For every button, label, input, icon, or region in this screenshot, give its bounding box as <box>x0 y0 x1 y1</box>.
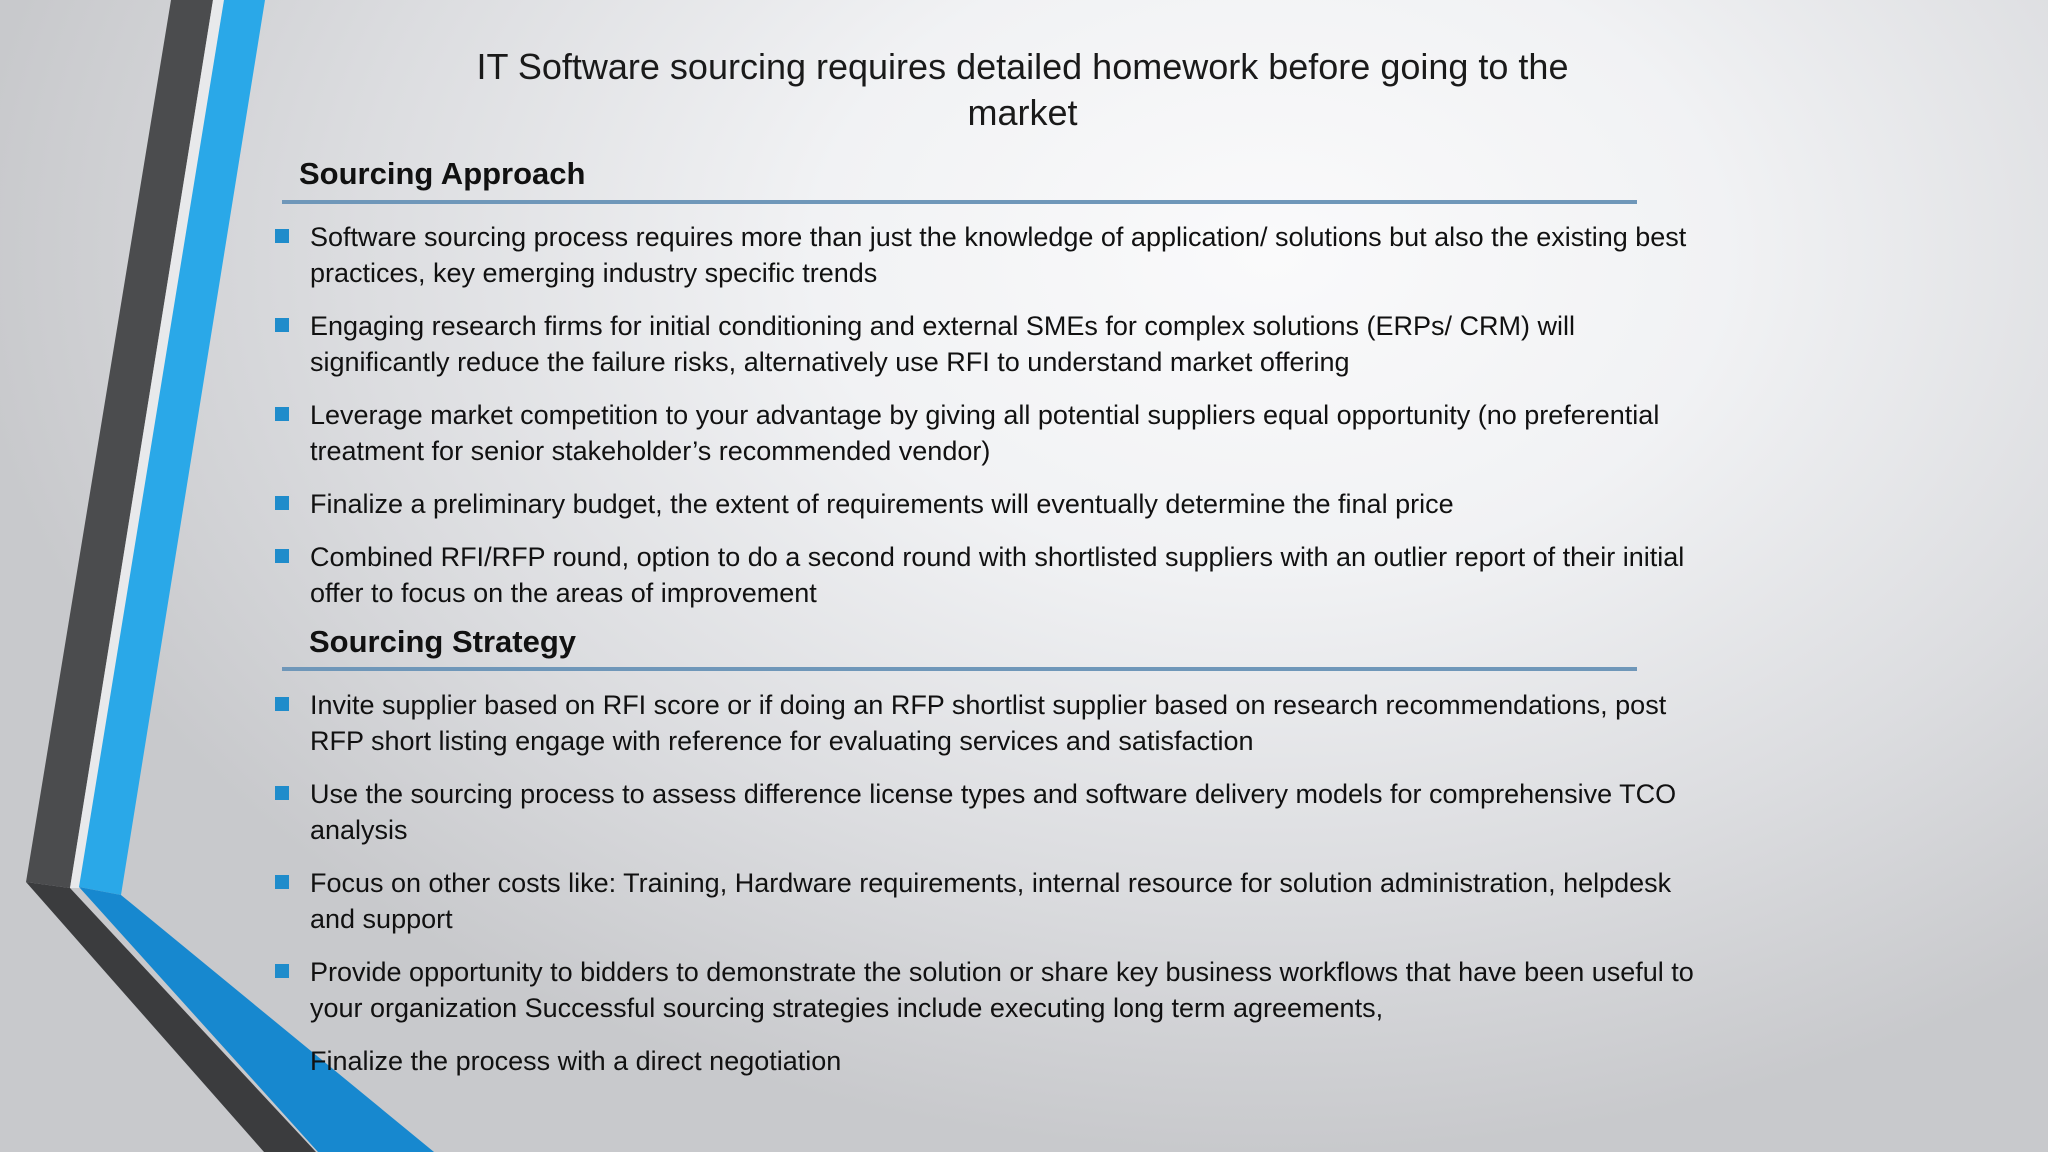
sourcing-approach-divider <box>282 200 1637 204</box>
square-bullet-icon <box>275 229 289 243</box>
list-item <box>273 954 1713 1026</box>
sourcing-strategy-divider <box>282 667 1637 671</box>
list-item-text: Combined RFI/RFP round, option to do a second round with shortlisted suppliers with an outlier report of their initial offer to focus on the areas of improvement <box>310 542 1685 608</box>
list-item-text: Focus on other costs like: Training, Hardware requirements, internal resource for solution administration, helpdesk and support <box>310 868 1672 934</box>
list-item <box>273 486 1713 522</box>
light-gap-upper <box>70 0 224 888</box>
square-bullet-icon <box>275 549 289 563</box>
list-item-text: Leverage market competition to your advantage by giving all potential suppliers equal opportunity (no preferential treatment for senior stakeholder’s recommended vendor) <box>310 400 1660 466</box>
list-item-text: Use the sourcing process to assess difference license types and software delivery models for comprehensive TCO analysis <box>310 779 1677 845</box>
square-bullet-icon <box>275 875 289 889</box>
sourcing-strategy-list <box>273 687 1713 1096</box>
list-item <box>273 539 1713 611</box>
slide-title: IT Software sourcing requires detailed homework before going to the market <box>476 46 1569 133</box>
list-item <box>273 865 1713 937</box>
square-bullet-icon <box>275 697 289 711</box>
list-item-text: Software sourcing process requires more than just the knowledge of application/ solutions but also the existing best practices, key emerging industry specific trends <box>310 222 1687 288</box>
sourcing-approach-heading: Sourcing Approach <box>299 156 586 191</box>
list-item-text: Provide opportunity to bidders to demonstrate the solution or share key business workflows that have been useful to your organization Successful sourcing strategies include executing long term agreements, <box>310 957 1694 1023</box>
list-item-text: Finalize a preliminary budget, the extent of requirements will eventually determine the final price <box>310 489 1454 519</box>
square-bullet-icon <box>275 318 289 332</box>
list-item-text: Finalize the process with a direct negotiation <box>310 1046 842 1076</box>
list-item <box>273 687 1713 759</box>
square-bullet-icon <box>275 786 289 800</box>
list-item <box>273 776 1713 848</box>
square-bullet-icon <box>275 496 289 510</box>
list-item-text: Invite supplier based on RFI score or if doing an RFP shortlist supplier based on research recommendations, post RFP short listing engage with reference for evaluating services and satisfaction <box>310 690 1667 756</box>
list-item-text: Engaging research firms for initial conditioning and external SMEs for complex solutions (ERPs/ CRM) will significantly reduce the failure risks, alternatively use RFI to understand market offering <box>310 311 1576 377</box>
square-bullet-icon <box>275 964 289 978</box>
list-item <box>273 1043 1713 1079</box>
sourcing-approach-list <box>273 219 1713 628</box>
square-bullet-icon <box>275 407 289 421</box>
list-item <box>273 308 1713 380</box>
sourcing-strategy-heading: Sourcing Strategy <box>309 624 576 659</box>
list-item <box>273 397 1713 469</box>
list-item <box>273 219 1713 291</box>
